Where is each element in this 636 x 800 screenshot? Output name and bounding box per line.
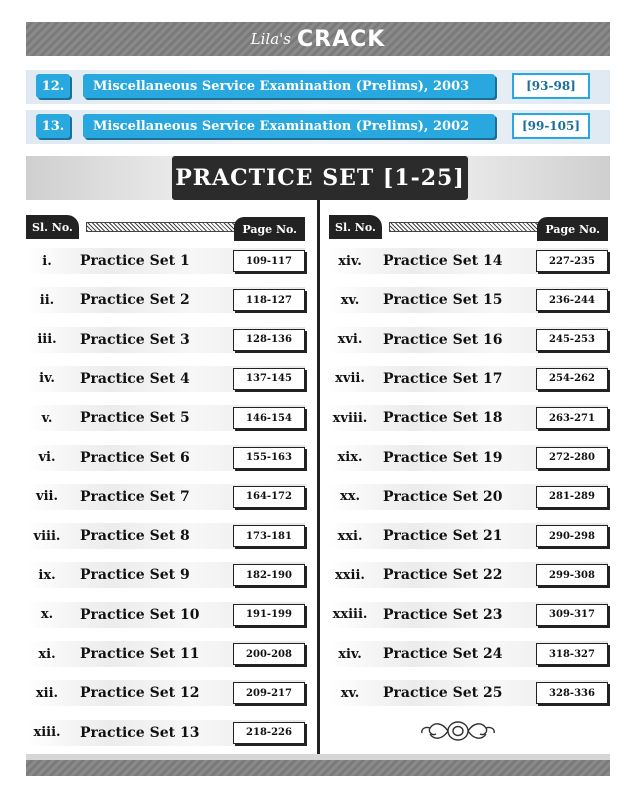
practice-set-label: Practice Set 9 xyxy=(80,567,190,584)
serial-number: iv. xyxy=(39,371,55,387)
page-range: 137-145 xyxy=(233,368,305,390)
serial-number: i. xyxy=(42,253,52,269)
serial-number: xix. xyxy=(337,450,363,465)
serial-number: xii. xyxy=(35,685,59,701)
practice-set-label: Practice Set 16 xyxy=(383,331,503,348)
list-item xyxy=(26,523,305,549)
list-item xyxy=(26,366,305,392)
page-range: 290-298 xyxy=(536,525,608,547)
exam-row xyxy=(26,70,610,104)
list-item xyxy=(26,327,305,353)
page-no-header: Page No. xyxy=(537,217,608,241)
list-item xyxy=(329,405,608,431)
sl-no-header: Sl. No. xyxy=(26,215,79,239)
serial-number: xvii. xyxy=(335,371,365,387)
page-range: 328-336 xyxy=(536,682,608,704)
page-range: 164-172 xyxy=(233,486,305,508)
page-range: 299-308 xyxy=(536,564,608,586)
page-range: 245-253 xyxy=(536,329,608,351)
list-item xyxy=(329,287,608,313)
practice-set-label: Practice Set 12 xyxy=(80,685,200,702)
page-range: 209-217 xyxy=(233,682,305,704)
footer-bar xyxy=(26,760,610,776)
list-item xyxy=(329,602,608,628)
page-range: 128-136 xyxy=(233,329,305,351)
brand-name: Lila's xyxy=(250,30,291,48)
serial-number: xxi. xyxy=(337,528,363,544)
list-item xyxy=(26,602,305,628)
practice-set-label: Practice Set 6 xyxy=(80,449,190,466)
page-range: 281-289 xyxy=(536,486,608,508)
list-item xyxy=(329,641,608,667)
page-range: 191-199 xyxy=(233,604,305,626)
brand-title: CRACK xyxy=(297,26,386,52)
page-range: 218-226 xyxy=(233,722,305,744)
exam-title: Miscellaneous Service Examination (Prelims), 2002 xyxy=(83,114,495,138)
practice-set-label: Practice Set 2 xyxy=(80,292,190,309)
practice-set-label: Practice Set 18 xyxy=(383,410,503,427)
practice-set-label: Practice Set 13 xyxy=(80,724,200,741)
serial-number: xi. xyxy=(38,646,56,662)
page-range: 272-280 xyxy=(536,447,608,469)
page-range: 146-154 xyxy=(233,407,305,429)
serial-number: xviii. xyxy=(332,410,368,426)
serial-number: viii. xyxy=(33,528,61,544)
page-range: 118-127 xyxy=(233,289,305,311)
practice-set-label: Practice Set 8 xyxy=(80,528,190,545)
header-bar xyxy=(26,22,610,56)
page-range: 200-208 xyxy=(233,643,305,665)
list-item xyxy=(329,327,608,353)
practice-set-label: Practice Set 15 xyxy=(383,292,503,309)
practice-set-label: Practice Set 22 xyxy=(383,567,503,584)
serial-number: xv. xyxy=(340,685,360,701)
serial-number: ii. xyxy=(39,292,55,308)
serial-number: xiv. xyxy=(338,253,362,269)
list-item xyxy=(26,562,305,588)
page-range: 254-262 xyxy=(536,368,608,390)
serial-number: xxiii. xyxy=(332,607,368,623)
left-column-header xyxy=(26,215,305,239)
exam-row xyxy=(26,110,610,144)
serial-number: v. xyxy=(41,410,53,426)
serial-number: xiii. xyxy=(33,725,61,741)
serial-number: ix. xyxy=(38,567,56,583)
practice-set-label: Practice Set 20 xyxy=(383,488,503,505)
practice-set-label: Practice Set 3 xyxy=(80,331,190,348)
list-item xyxy=(26,484,305,510)
page-range: 109-117 xyxy=(233,250,305,272)
list-item xyxy=(26,405,305,431)
serial-number: xiv. xyxy=(338,646,362,662)
list-item xyxy=(329,248,608,274)
list-item xyxy=(26,720,305,746)
exam-number: 12. xyxy=(36,74,70,98)
practice-set-label: Practice Set 10 xyxy=(80,606,200,623)
practice-set-label: Practice Set 14 xyxy=(383,253,503,269)
list-item xyxy=(26,445,305,471)
practice-set-label: Practice Set 5 xyxy=(80,410,190,427)
column-divider xyxy=(317,200,320,754)
right-column-header xyxy=(329,215,608,239)
serial-number: x. xyxy=(40,607,54,623)
serial-number: vii. xyxy=(36,489,58,505)
page-range: 236-244 xyxy=(536,289,608,311)
page-range: 173-181 xyxy=(233,525,305,547)
practice-set-label: Practice Set 17 xyxy=(383,370,503,387)
practice-set-label: Practice Set 25 xyxy=(383,685,503,702)
serial-number: iii. xyxy=(37,332,57,348)
practice-set-label: Practice Set 7 xyxy=(80,488,190,505)
practice-set-label: Practice Set 23 xyxy=(383,606,503,623)
serial-number: xvi. xyxy=(337,332,363,348)
page-range: 309-317 xyxy=(536,604,608,626)
list-item xyxy=(329,366,608,392)
practice-set-label: Practice Set 19 xyxy=(383,449,503,466)
practice-set-label: Practice Set 1 xyxy=(80,253,190,269)
page-range: 263-271 xyxy=(536,407,608,429)
exam-number: 13. xyxy=(36,114,70,138)
page-range: 155-163 xyxy=(233,447,305,469)
list-item xyxy=(329,680,608,706)
serial-number: xv. xyxy=(340,292,360,308)
header-stripe xyxy=(389,222,539,232)
list-item xyxy=(26,287,305,313)
serial-number: vi. xyxy=(38,450,56,465)
header-stripe xyxy=(86,222,236,232)
page-range: 318-327 xyxy=(536,643,608,665)
page-range: 227-235 xyxy=(536,250,608,272)
list-item xyxy=(329,562,608,588)
page-range: 182-190 xyxy=(233,564,305,586)
exam-title: Miscellaneous Service Examination (Prelims), 2003 xyxy=(83,74,495,98)
practice-set-title: PRACTICE SET [1-25] xyxy=(172,156,468,200)
exam-pages: [93-98] xyxy=(512,73,590,99)
sl-no-header: Sl. No. xyxy=(329,215,382,239)
exam-pages: [99-105] xyxy=(512,113,590,139)
serial-number: xxii. xyxy=(335,567,365,583)
floral-ornament-icon xyxy=(418,716,498,746)
list-item xyxy=(26,248,305,274)
list-item xyxy=(26,641,305,667)
list-item xyxy=(329,523,608,549)
list-item xyxy=(329,484,608,510)
practice-set-label: Practice Set 21 xyxy=(383,528,503,545)
list-item xyxy=(329,445,608,471)
practice-set-label: Practice Set 11 xyxy=(80,646,200,662)
page-no-header: Page No. xyxy=(234,217,305,241)
practice-set-label: Practice Set 24 xyxy=(383,646,503,662)
serial-number: xx. xyxy=(339,489,361,505)
list-item xyxy=(26,680,305,706)
practice-set-label: Practice Set 4 xyxy=(80,370,190,387)
